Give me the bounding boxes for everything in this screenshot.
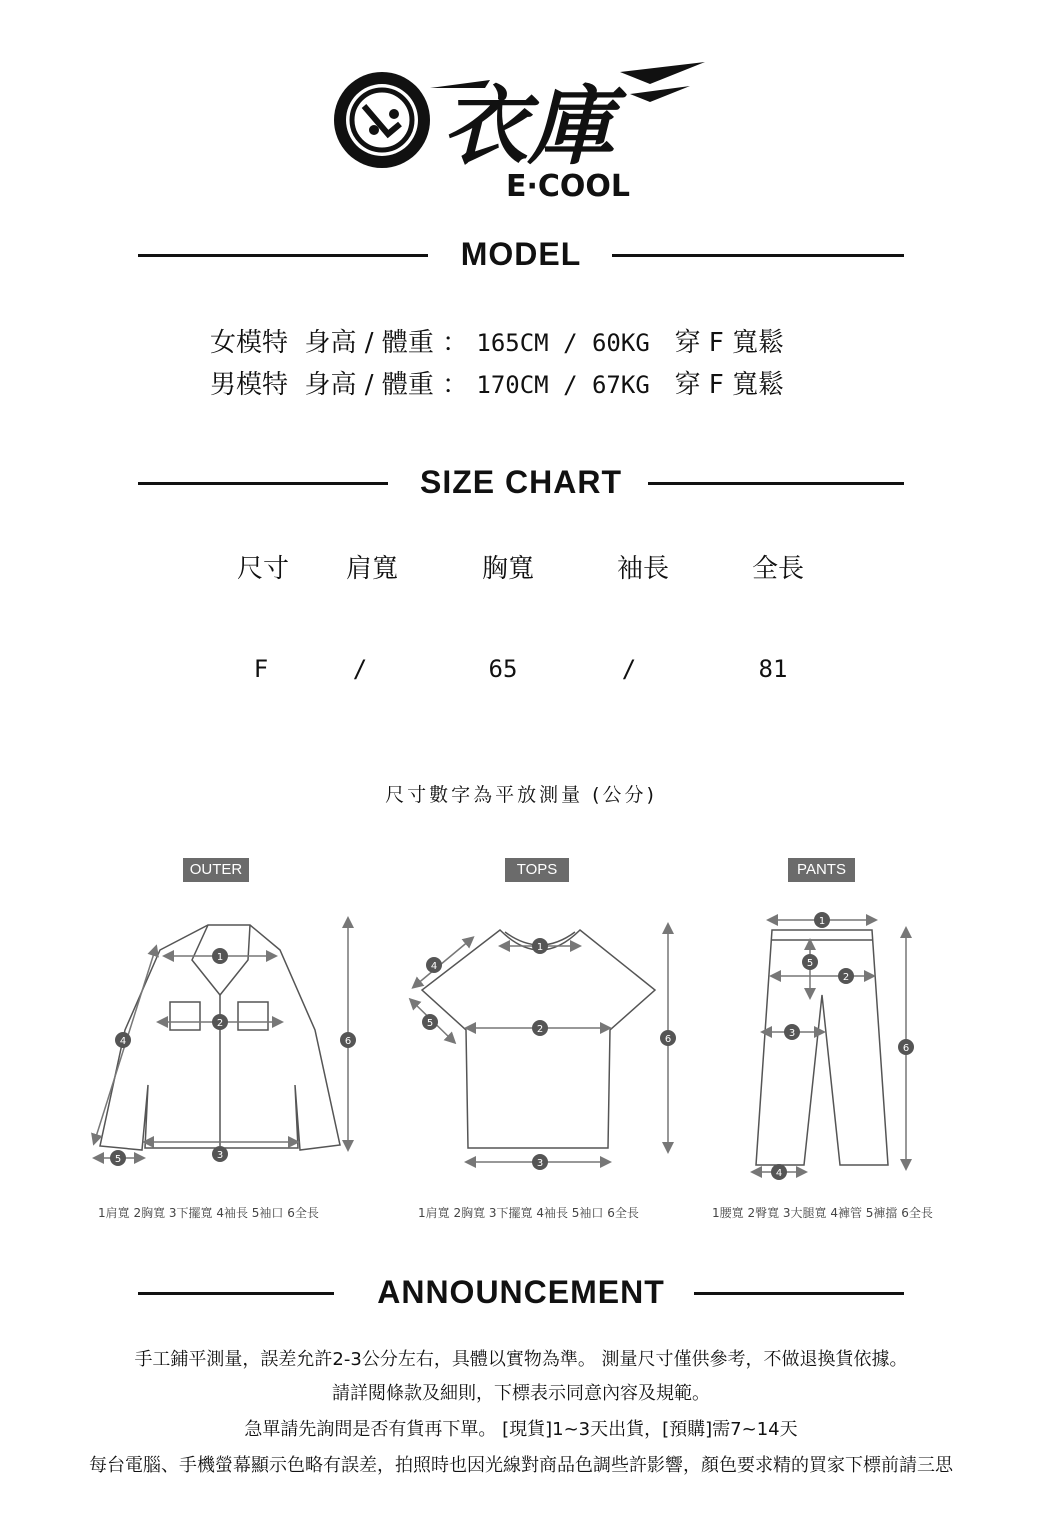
size-header-shoulder: 肩寬	[345, 554, 398, 584]
svg-text:2: 2	[536, 1024, 544, 1035]
size-chart-section-header	[138, 462, 904, 502]
outer-tag: OUTER	[183, 858, 249, 882]
svg-text:4: 4	[119, 1036, 127, 1047]
garment-diagrams	[80, 910, 980, 1190]
svg-text:2: 2	[842, 972, 850, 983]
svg-text:5: 5	[114, 1154, 122, 1165]
size-header-length: 全長	[751, 554, 804, 584]
tops-arrows	[413, 928, 668, 1162]
brand-logo	[330, 58, 710, 203]
pants-legend: 1腰寬 2臀寬 3大腿寬 4褲管 5褲擋 6全長	[712, 1206, 933, 1220]
svg-text:4: 4	[775, 1168, 783, 1179]
model-section-header	[138, 234, 904, 274]
outer-legend: 1肩寬 2胸寬 3下擺寬 4袖長 5袖口 6全長	[98, 1206, 319, 1220]
announcement-title: ANNOUNCEMENT	[363, 1274, 679, 1310]
size-header-chest: 胸寬	[481, 554, 534, 584]
pants-markers	[771, 912, 914, 1180]
logo-cn-text: 衣庫	[442, 77, 614, 177]
tops-diagram	[422, 930, 655, 1148]
size-header-sleeve: 袖長	[616, 554, 669, 584]
size-header-size: 尺寸	[236, 554, 289, 584]
svg-text:1: 1	[216, 952, 224, 963]
svg-text:5: 5	[806, 958, 814, 969]
svg-text:3: 3	[216, 1150, 224, 1161]
size-value-shoulder: /	[352, 655, 368, 683]
tops-markers	[422, 938, 676, 1170]
svg-text:2: 2	[216, 1018, 224, 1029]
svg-text:6: 6	[664, 1034, 672, 1045]
announcement-line-1: 手工鋪平測量，誤差允許2-3公分左右，具體以實物為準。 測量尺寸僅供參考，不做退換貨依據。	[134, 1349, 908, 1370]
size-value-length: 81	[758, 655, 788, 683]
announcement-line-4: 每台電腦、手機螢幕顯示色略有誤差，拍照時也因光線對商品色調些許影響，顏色要求精的買家下標前請三思	[89, 1455, 953, 1476]
svg-text:3: 3	[536, 1158, 544, 1169]
pants-tag: PANTS	[788, 858, 855, 882]
tops-legend: 1肩寬 2胸寬 3下擺寬 4袖長 5袖口 6全長	[418, 1206, 639, 1220]
announcement-line-2: 請詳閱條款及細則，下標表示同意內容及規範。	[332, 1383, 710, 1404]
svg-text:5: 5	[426, 1018, 434, 1029]
pants-arrows	[756, 920, 906, 1172]
female-model-row: 女模特 身高 / 體重 ： 165CM / 60KG 穿 F 寬鬆	[210, 328, 785, 358]
announcement-line-3: 急單請先詢問是否有貨再下單。 [現貨]1~3天出貨，[預購]需7~14天	[244, 1419, 798, 1440]
svg-text:6: 6	[344, 1036, 352, 1047]
svg-text:1: 1	[818, 916, 826, 927]
svg-text:1: 1	[536, 942, 544, 953]
size-value-chest: 65	[488, 655, 518, 683]
size-chart-title: SIZE CHART	[406, 464, 636, 500]
size-value-size: F	[253, 655, 269, 683]
svg-text:3: 3	[788, 1028, 796, 1039]
measure-note: 尺寸數字為平放測量 (公分)	[385, 784, 657, 806]
male-model-row: 男模特 身高 / 體重 ： 170CM / 67KG 穿 F 寬鬆	[210, 370, 785, 400]
svg-text:4: 4	[430, 961, 438, 972]
logo-en-text: E·COOL	[506, 169, 631, 203]
svg-text:6: 6	[902, 1043, 910, 1054]
announcement-section-header	[138, 1272, 904, 1312]
tops-tag: TOPS	[505, 858, 569, 882]
model-title: MODEL	[447, 236, 596, 272]
pants-diagram	[756, 930, 888, 1165]
size-value-sleeve: /	[621, 655, 637, 683]
